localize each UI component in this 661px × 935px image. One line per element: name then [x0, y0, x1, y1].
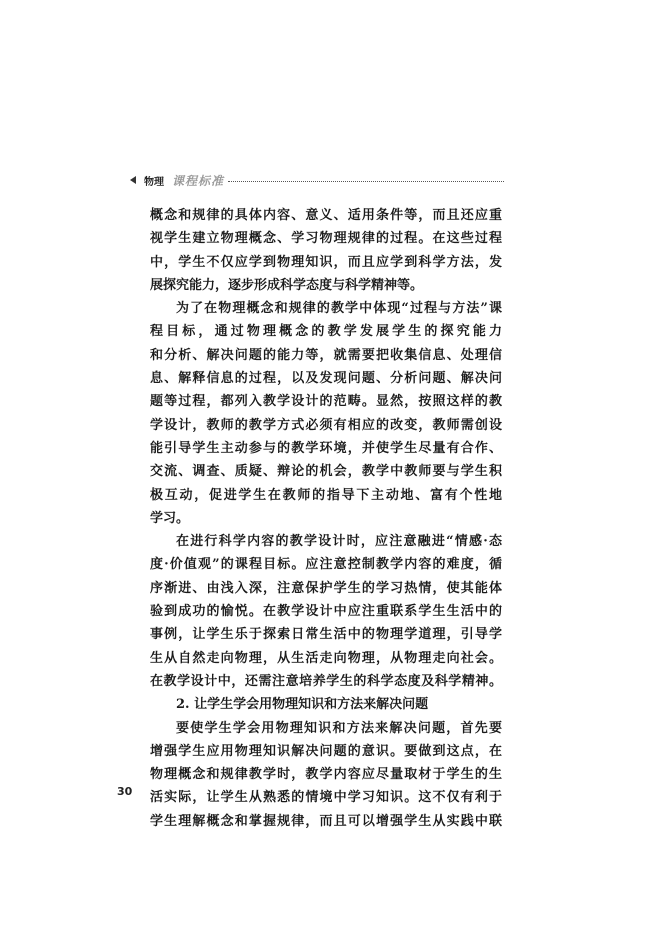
- text-line: 程目标，通过物理概念的教学发展学生的探究能力: [150, 324, 502, 340]
- page-number: 30: [117, 785, 133, 798]
- header-title: 课程标准: [172, 173, 225, 188]
- text-line: 题等过程，都列入教学设计的范畴。显然，按照这样的教: [150, 394, 502, 410]
- text-line: 概念和规律的具体内容、意义、适用条件等，而且还应重: [150, 208, 502, 223]
- text-line: 中，学生不仅应学到物理知识，而且应学到科学方法，发: [150, 254, 502, 270]
- text-line: 能引导学生主动参与的教学环境，并使学生尽量有合作、: [150, 440, 502, 456]
- text-line: 学习。: [150, 510, 190, 526]
- text-line: 和分析、解决问题的能力等，就需要把收集信息、处理信: [150, 347, 502, 363]
- text-line: 要使学生学会用物理知识和方法来解决问题，首先要: [176, 720, 502, 736]
- text-line: 在进行科学内容的教学设计时，应注意融进“情感·态: [176, 534, 502, 550]
- body-text: [150, 204, 502, 833]
- section-heading: 2. 让学生学会用物理知识和方法来解决问题: [176, 697, 429, 713]
- text-line: 在教学设计中，还需注意培养学生的科学态度及科学精神。: [150, 673, 502, 689]
- text-line: 展探究能力，逐步形成科学态度与科学精神等。: [150, 277, 424, 293]
- left-triangle-icon: [130, 176, 136, 184]
- text-line: 验到成功的愉悦。在教学设计中应注重联系学生生活中的: [150, 604, 502, 620]
- text-line: 学设计，教师的教学方式必须有相应的改变，教师需创设: [150, 417, 502, 433]
- running-header: [130, 172, 504, 188]
- text-line: 交流、调查、质疑、辩论的机会，教学中教师要与学生积: [150, 464, 502, 480]
- text-line: 生从自然走向物理，从生活走向物理，从物理走向社会。: [150, 650, 502, 666]
- text-line: 息、解释信息的过程，以及发现问题、分析问题、解决问: [150, 371, 502, 387]
- text-line: 度·价值观”的课程目标。应注意控制教学内容的难度，循: [150, 557, 502, 573]
- text-line: 视学生建立物理概念、学习物理规律的过程。在这些过程: [150, 231, 502, 247]
- text-line: 物理概念和规律教学时，教学内容应尽量取材于学生的生: [150, 767, 502, 783]
- text-line: 序渐进、由浅入深，注意保护学生的学习热情，使其能体: [150, 580, 502, 596]
- text-line: 活实际，让学生从熟悉的情境中学习知识。这不仅有利于: [150, 790, 502, 806]
- header-dotted-rule: [228, 181, 504, 182]
- text-line: 增强学生应用物理知识解决问题的意识。要做到这点，在: [150, 743, 502, 759]
- text-line: 为了在物理概念和规律的教学中体现“过程与方法”课: [176, 301, 502, 317]
- text-line: 事例，让学生乐于探索日常生活中的物理学道理，引导学: [150, 627, 502, 643]
- text-line: 极互动，促进学生在教师的指导下主动地、富有个性地: [150, 487, 502, 503]
- header-subject: 物理: [144, 176, 164, 188]
- text-line: 学生理解概念和掌握规律，而且可以增强学生从实践中联: [150, 813, 502, 829]
